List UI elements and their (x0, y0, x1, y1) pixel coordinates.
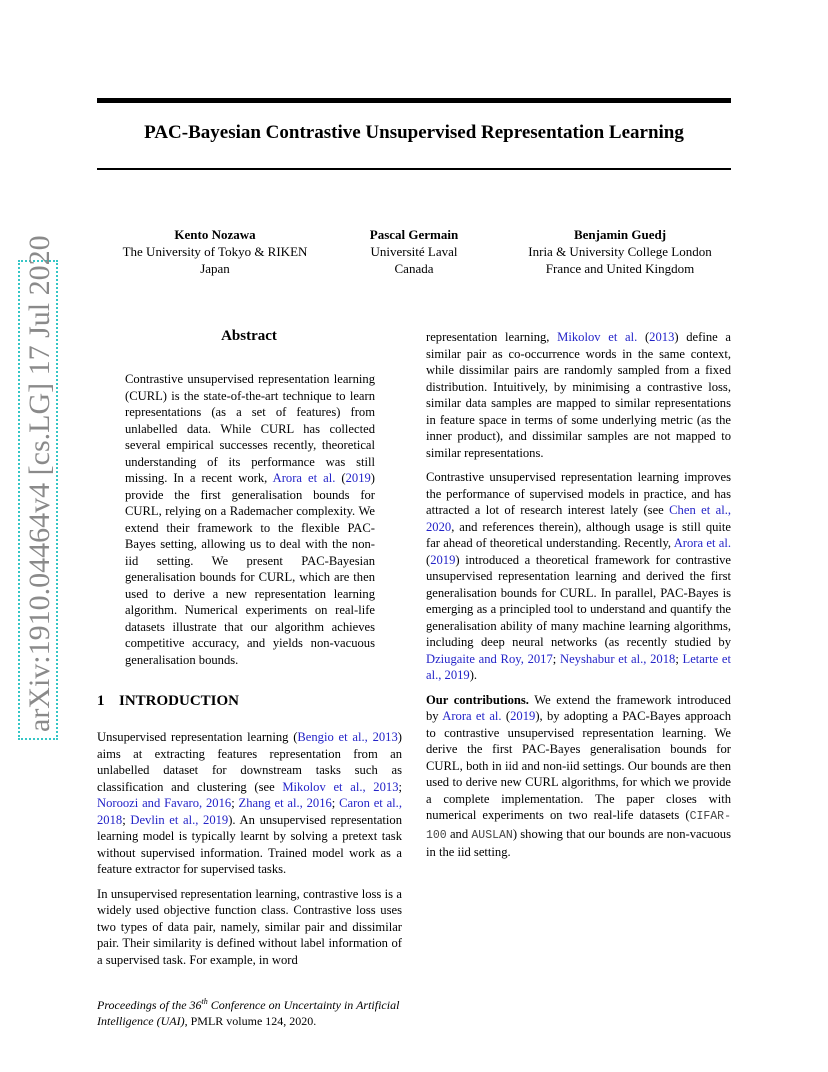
citation-link[interactable]: Chen et al., 2020 (426, 503, 732, 534)
author-affiliation: Université Laval (370, 244, 458, 259)
paragraph: representation learning, Mikolov et al. (2013) define a similar pair as co-occurrence words in the same context, while dissimilar pairs are randomly sampled from a fixed distribution. Intuitively, by minimising a contrastive loss, similar data samples are mapped to similar representations in feature space in terms of some underlying metric (as the inner product), and dissimilar samples are not mapped to similar representations. (426, 330, 732, 460)
citation-link[interactable]: Mikolov et al., 2013 (282, 779, 399, 794)
citation-link[interactable]: Bengio et al., 2013 (297, 730, 398, 744)
citation-link[interactable]: Mikolov et al. (557, 330, 638, 344)
intro-right-column (426, 329, 731, 869)
citation-link[interactable]: Arora et al. (272, 471, 336, 485)
paragraph-lead: Our contributions. (426, 692, 529, 707)
paragraph: Contrastive unsupervised representation learning improves the performance of supervised models in practice, and has attracted a lot of research interest lately (see Chen et al., 2020, and references therein), although usage is still quite far ahead of theoretical understanding. Recently, Arora et al. (2019) introduced a theoretical framework for contrastive unsupervised representation learning and derived the first generalisation bounds for CURL. In parallel, PAC-Bayes is emerging as a principled tool to understand and quantify the generalisation ability of many machine learning algorithms, including deep neural networks (as recently studied by Dziugaite and Roy, 2017; Neyshabur et al., 2018; Letarte et al., 2019). (426, 470, 732, 682)
paper-title: PAC-Bayesian Contrastive Unsupervised Representation Learning (144, 122, 684, 143)
section-title: INTRODUCTION (119, 693, 240, 709)
author-2 (333, 226, 495, 277)
author-name: Pascal Germain (369, 227, 459, 242)
author-country: Japan (200, 261, 230, 276)
paragraph: Our contributions. We extend the framework introduced by Arora et al. (2019), by adopting a PAC-Bayes approach to contrastive unsupervised representation learning. We derive the first PAC-Bayes generalisation bounds for CURL, both in iid and non-iid settings. Our bounds are then used to derive new CURL algorithms, for which we provide a complete implementation. The paper closes with numerical experiments on two real-life datasets (CIFAR-100 and AUSLAN) showing that our bounds are non-vacuous in the iid setting. (426, 692, 732, 859)
citation-link[interactable]: 2019 (345, 471, 371, 485)
citation-link[interactable]: Arora et al. (673, 536, 731, 550)
citation-link[interactable]: Dziugaite and Roy, 2017 (426, 651, 553, 666)
citation-link[interactable]: 2019 (510, 709, 536, 723)
citation-link[interactable]: Caron et al., 2018 (97, 796, 402, 827)
author-affiliation: Inria & University College London (528, 244, 712, 259)
author-country: Canada (394, 261, 434, 276)
author-name: Benjamin Guedj (573, 227, 667, 242)
abstract-heading: Abstract (221, 328, 277, 344)
abstract-body: Contrastive unsupervised representation learning (CURL) is the state-of-the-art technique to learn representations (as a set of features) from unlabelled data. While CURL has collected several empirical successes recently, theoretical understanding of its performance was still missing. In a recent work, Arora et al. (2019) provide the first generalisation bounds for CURL, relying on a Rademacher complexity. We extend their framework to the flexible PAC-Bayes setting, allowing us to deal with the non-iid setting. We present PAC-Bayesian generalisation bounds for CURL, which are then used to derive a new representation learning algorithm. Numerical experiments on real-life datasets illustrate that our algorithm achieves competitive accuracy, and yields non-vacuous generalisation bounds. (125, 372, 375, 667)
citation-link[interactable]: 2013 (649, 330, 675, 344)
author-3 (495, 226, 745, 277)
title-rule (97, 168, 731, 170)
dataset-name: AUSLAN (471, 828, 513, 842)
paragraph: In unsupervised representation learning, contrastive loss is a widely used objective function class. Contrastive loss uses two types of data pair, namely, similar pair and dissimilar pair. Their similarity is defined without label information of a supervised task. For example, in word (97, 886, 402, 967)
section-number: 1 (97, 693, 105, 709)
citation-link[interactable]: Zhang et al., 2016 (238, 796, 332, 810)
top-rule (97, 98, 731, 103)
section-heading (97, 693, 239, 710)
author-1 (97, 226, 333, 277)
citation-link[interactable]: 2019 (430, 552, 456, 567)
intro-left-column (97, 729, 402, 976)
citation-link[interactable]: Letarte et al., 2019 (426, 651, 731, 682)
citation-link[interactable]: Arora et al. (442, 709, 502, 723)
author-country: France and United Kingdom (545, 261, 695, 276)
citation-link[interactable]: Devlin et al., 2019 (130, 812, 229, 827)
dataset-name: CIFAR-100 (426, 810, 731, 842)
proceedings-footnote: Proceedings of the 36th Conference on Uncertainty in Artificial Intelligence (UAI), PMLR volume 124, 2020. (97, 997, 400, 1028)
paragraph: Unsupervised representation learning (Bengio et al., 2013) aims at extracting features representation from an unlabelled dataset for downstream tasks such as classification and clustering (see Mikolov et al., 2013; Noroozi and Favaro, 2016; Zhang et al., 2016; Caron et al., 2018; Devlin et al., 2019). An unsupervised representation learning model is typically learnt by solving a pretext task without supervised information. Trained model work as a feature extractor for supervised tasks. (97, 730, 402, 876)
citation-link[interactable]: Neyshabur et al., 2018 (559, 651, 676, 666)
author-affiliation: The University of Tokyo & RIKEN (122, 244, 308, 259)
citation-link[interactable]: Noroozi and Favaro, 2016 (97, 796, 232, 810)
author-name: Kento Nozawa (174, 227, 256, 242)
arxiv-stamp[interactable]: arXiv:1910.04464v4 [cs.LG] 17 Jul 2020 (18, 260, 58, 740)
